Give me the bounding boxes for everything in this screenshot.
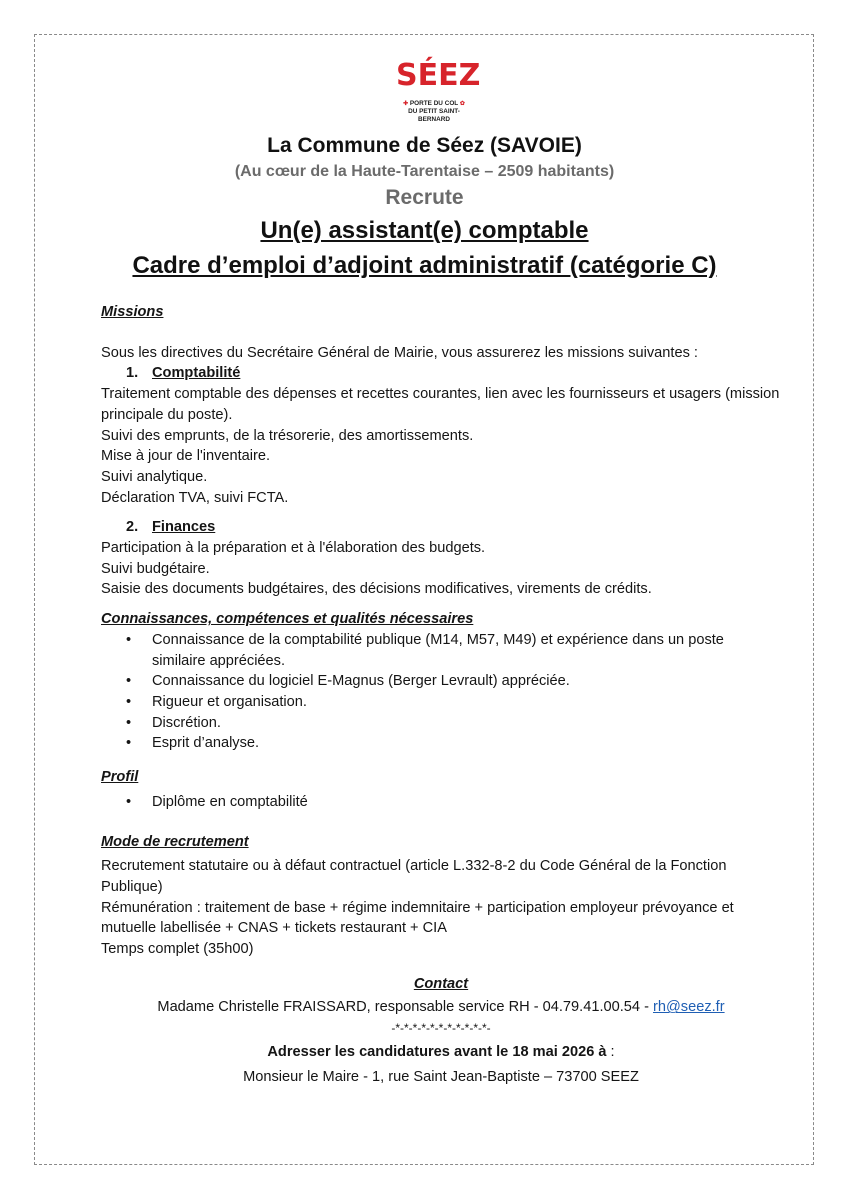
list-item: • Connaissance de la comptabilité publique (M14, M57, M49) et expérience dans un poste similaire appréciées. <box>101 630 781 671</box>
page-subtitle: (Au cœur de la Haute-Tarentaise – 2509 habitants) <box>234 163 615 180</box>
contact-email-link[interactable]: rh@seez.fr <box>653 999 725 1016</box>
mail-address: Monsieur le Maire - 1, rue Saint Jean-Baptiste – 73700 SEEZ <box>243 1068 639 1085</box>
comptabilite-line: Suivi analytique. <box>101 468 208 485</box>
list-item: • Discrétion. <box>101 713 781 734</box>
recrute-heading: Recrute <box>385 186 464 209</box>
section-label: Finances <box>152 519 216 536</box>
logo-word: SÉEZ <box>396 58 481 93</box>
profil-title: Profil <box>101 769 139 786</box>
flower-icon: ✿ <box>459 101 465 107</box>
contact-title-text: Contact <box>413 975 469 992</box>
contact-line <box>101 997 781 1018</box>
list-item: • Rigueur et organisation. <box>101 692 781 713</box>
document-body <box>101 302 781 1088</box>
missions-title: Missions <box>101 304 164 320</box>
contact-text: Madame Christelle FRAISSARD, responsable service RH - 04.79.41.00.54 - <box>157 999 653 1016</box>
page-title: La Commune de Séez (SAVOIE) <box>267 134 582 157</box>
commune-logo <box>396 58 481 128</box>
list-item: • Diplôme en comptabilité <box>101 792 781 813</box>
competences-title: Connaissances, compétences et qualités nécessaires <box>101 611 474 628</box>
comptabilite-line: Suivi des emprunts, de la trésorerie, des amortissements. <box>101 427 474 444</box>
deadline-colon: : <box>606 1044 615 1061</box>
savoie-cross-icon: ✚ <box>403 101 409 107</box>
comptabilite-line: Traitement comptable des dépenses et recettes courantes, lien avec les fournisseurs et usagers (mission principale du poste). <box>101 386 780 423</box>
missions-intro: Sous les directives du Secrétaire Général de Mairie, vous assurerez les missions suivantes : <box>101 344 698 361</box>
recrutement-line: Temps complet (35h00) <box>101 940 254 957</box>
logo-tagline <box>396 100 472 124</box>
finances-line: Participation à la préparation et à l'élaboration des budgets. <box>101 540 486 557</box>
section-label: Comptabilité <box>152 365 241 382</box>
contact-title <box>101 974 781 995</box>
section-number: 1. <box>126 365 139 382</box>
list-item: • Esprit d’analyse. <box>101 733 781 754</box>
job-grade: Cadre d’emploi d’adjoint administratif (catégorie C) <box>132 252 717 279</box>
profil-list <box>101 792 781 813</box>
section-comptabilite <box>126 363 781 384</box>
list-item: • Connaissance du logiciel E-Magnus (Berger Levrault) appréciée. <box>101 671 781 692</box>
separator: -*-*-*-*-*-*-*-*-*-*-*- <box>391 1021 491 1036</box>
recrutement-line: Rémunération : traitement de base + régime indemnitaire + participation employeur prévoyance et mutuelle labellisée + CNAS + tickets restaurant + CIA <box>101 899 734 937</box>
competences-list <box>101 630 781 754</box>
recrutement-title: Mode de recrutement <box>101 834 249 851</box>
comptabilite-line: Mise à jour de l'inventaire. <box>101 448 271 465</box>
logo-tagline-2: DU PETIT SAINT-BERNARD <box>408 108 460 123</box>
section-finances <box>126 517 781 538</box>
job-title: Un(e) assistant(e) comptable <box>260 217 589 244</box>
finances-line: Suivi budgétaire. <box>101 560 210 577</box>
deadline-line <box>101 1042 781 1063</box>
logo-tagline-1: PORTE DU COL <box>409 100 459 107</box>
comptabilite-line: Déclaration TVA, suivi FCTA. <box>101 489 289 506</box>
finances-line: Saisie des documents budgétaires, des décisions modificatives, virements de crédits. <box>101 581 652 598</box>
recrutement-line: Recrutement statutaire ou à défaut contractuel (article L.332-8-2 du Code Général de la Fonction Publique) <box>101 858 727 895</box>
deadline-text: Adresser les candidatures avant le 18 mai 2026 à <box>267 1044 607 1061</box>
section-number: 2. <box>126 519 139 536</box>
